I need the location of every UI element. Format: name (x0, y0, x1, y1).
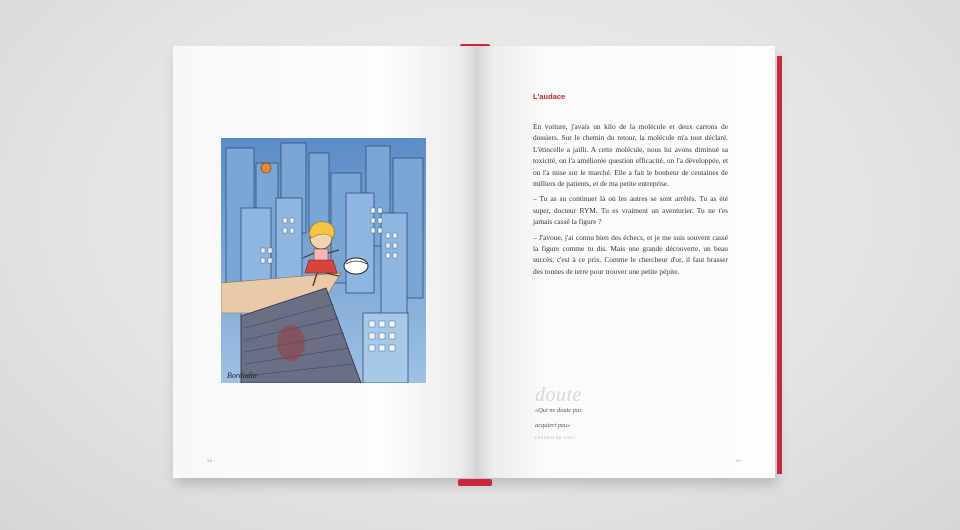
quote-line: «Qui ne doute pas (535, 407, 582, 414)
city-illustration (221, 138, 426, 383)
quote-keyword: doute (535, 384, 582, 406)
page-number-right: 39 (735, 458, 741, 463)
illustration-signature: Bordadin (227, 371, 257, 380)
paragraph: En voiture, j'avais un kilo de la molécule et deux cartons de dossiers. Sur le chemin du retour, la molécule m'a tout déclaré. L'étincelle a jailli. A cette molécule, nous lui avons diminué sa toxicité, on l'a améliorée question efficacité, on l'a développée, et on l'a mise sur le marché. Elle a fait le bonheur de centaines de milliers de patients, et de ma petite entreprise. (533, 122, 728, 189)
quote-line: acquiert peu» (535, 422, 571, 429)
spine-bottom (458, 479, 492, 486)
left-page (173, 46, 475, 478)
right-page (475, 46, 775, 478)
page-number-left: 38 (207, 458, 213, 463)
illustration (221, 138, 426, 383)
paragraph: – Tu as su continuer là où les autres se sont arrêtés. Tu as été super, docteur RYM. Tu es vraiment un aventurier. Tu ne t'es jamais cassé la figure ? (533, 194, 728, 227)
quote-author: Leonard de Vinci (535, 435, 576, 440)
body-text (533, 121, 728, 281)
paragraph: – J'avoue, j'ai connu bien des échecs, et je me suis souvent cassé la figure comme tu dis. Mais une grande découverte, un beau succès, c'est à ce prix. Comme le chercheur d'or, il faut brasser des tonnes de terre pour trouver une petite pépite. (533, 232, 728, 276)
cover-edge-right (777, 56, 782, 474)
open-book (170, 46, 782, 481)
chapter-title: L'audace (533, 92, 566, 101)
